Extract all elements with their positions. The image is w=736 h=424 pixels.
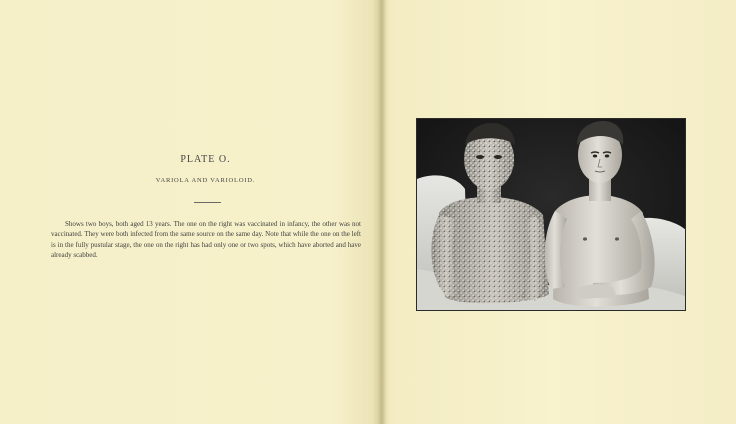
plate-subtitle: VARIOLA AND VARIOLOID. [155, 177, 256, 184]
divider-rule [194, 202, 221, 203]
photograph-icon [417, 119, 686, 311]
book-gutter [378, 0, 386, 424]
plate-caption: Shows two boys, both aged 13 years. The one on the right was vaccinated in infancy, the other was not vaccinated. They were both infected from the same source on the same day. Note that while the one on the left is in the fully pustular stage, the one on the right has had only one or two spots, which have aborted and have already scabbed. [51, 220, 361, 259]
plate-title: PLATE O. [180, 154, 231, 165]
plate-photograph [416, 118, 686, 311]
